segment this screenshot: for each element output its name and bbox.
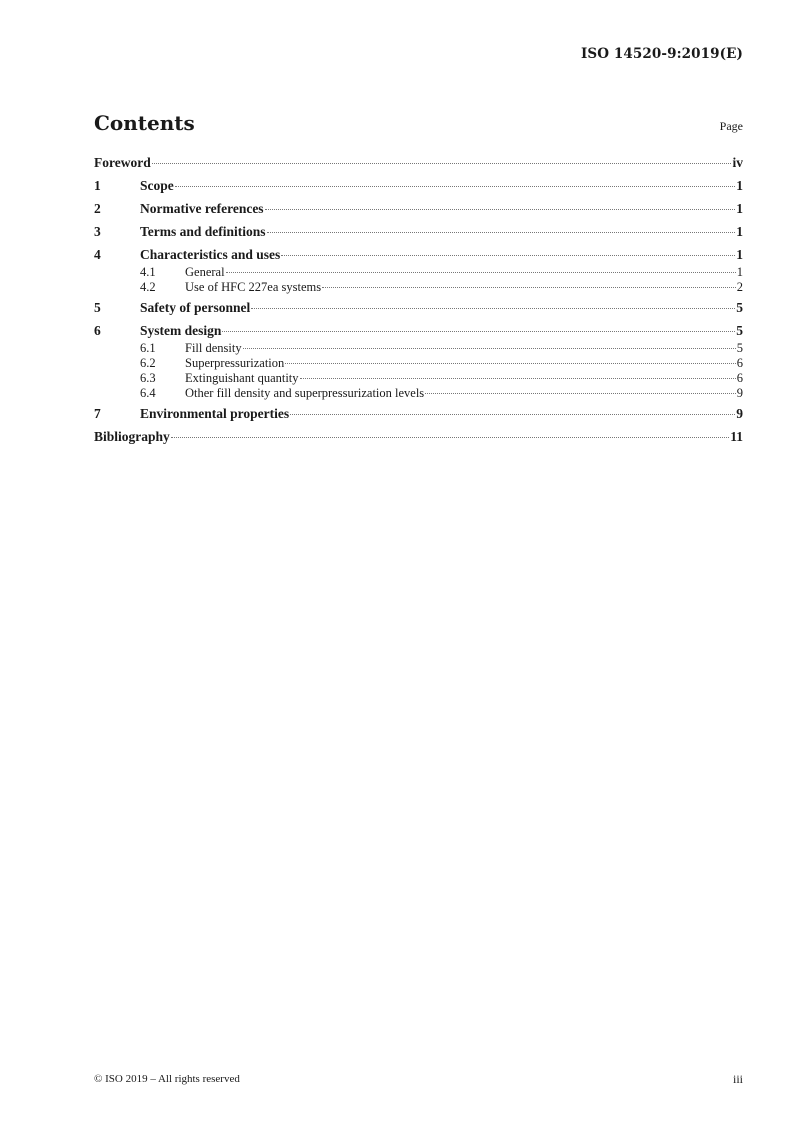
toc-entry-terms-and-definitions[interactable] [94,224,743,242]
dot-leader [300,378,736,379]
toc-entry-page: 6 [736,356,743,370]
toc-entry-title: System design [140,323,222,338]
toc-entry-number: 6 [94,323,101,338]
toc-entry-page: 5 [736,341,743,355]
toc-entry-title: Superpressurization [185,356,285,370]
dot-leader [152,163,732,164]
dot-leader [226,272,736,273]
toc-entry-foreword[interactable] [94,155,743,173]
toc-entry-number: 6.3 [140,371,156,385]
toc-entry-superpressurization[interactable] [94,356,743,370]
toc-entry-system-design[interactable] [94,323,743,341]
page-number: iii [732,1072,743,1086]
toc-entry-fill-density[interactable] [94,341,743,355]
dot-leader [425,393,736,394]
toc-entry-page: 1 [736,201,743,216]
toc-entry-title: Environmental properties [140,406,290,421]
dot-leader [171,437,729,438]
toc-entry-number: 4 [94,247,101,262]
toc-entry-characteristics-and-uses[interactable] [94,247,743,265]
toc-entry-page: 11 [730,429,743,444]
toc-entry-other-fill-density[interactable] [94,386,743,400]
toc-entry-page: 5 [736,300,743,315]
toc-entry-page: 1 [736,224,743,239]
toc-entry-number: 4.1 [140,265,156,279]
contents-heading: Contents [94,111,195,135]
dot-leader [290,414,735,415]
toc-entry-number: 2 [94,201,101,216]
toc-entry-number: 1 [94,178,101,193]
toc-entry-page: 9 [736,406,743,421]
toc-entry-number: 3 [94,224,101,239]
toc-entry-use-of-hfc-227ea-systems[interactable] [94,280,743,294]
dot-leader [222,331,735,332]
dot-leader [265,209,736,210]
copyright-notice: © ISO 2019 – All rights reserved [94,1073,240,1085]
toc-entry-page: 1 [736,178,743,193]
toc-entry-title: Normative references [140,201,264,216]
toc-entry-title: Characteristics and uses [140,247,281,262]
toc-entry-title: Bibliography [94,429,170,444]
toc-entry-title: Foreword [94,155,151,170]
toc-entry-page: 5 [736,323,743,338]
toc-entry-page: 2 [736,280,743,294]
toc-entry-number: 4.2 [140,280,156,294]
toc-entry-normative-references[interactable] [94,201,743,219]
toc-entry-number: 5 [94,300,101,315]
toc-entry-safety-of-personnel[interactable] [94,300,743,318]
dot-leader [251,308,735,309]
toc-entry-title: Fill density [185,341,242,355]
dot-leader [243,348,736,349]
toc-entry-number: 6.2 [140,356,156,370]
toc-entry-number: 7 [94,406,101,421]
toc-entry-title: Extinguishant quantity [185,371,299,385]
toc-entry-title: Terms and definitions [140,224,266,239]
dot-leader [267,232,736,233]
toc-entry-number: 6.4 [140,386,156,400]
toc-entry-title: Safety of personnel [140,300,251,315]
toc-entry-title: Other fill density and superpressurization levels [185,386,425,400]
page-column-label: Page [719,119,743,133]
table-of-contents [94,155,743,447]
toc-entry-general[interactable] [94,265,743,279]
toc-entry-scope[interactable] [94,178,743,196]
document-code: ISO 14520-9:2019(E) [580,46,743,62]
toc-entry-bibliography[interactable] [94,429,743,447]
toc-entry-page: 6 [736,371,743,385]
dot-leader [322,287,736,288]
toc-entry-number: 6.1 [140,341,156,355]
dot-leader [281,255,735,256]
toc-entry-extinguishant-quantity[interactable] [94,371,743,385]
toc-entry-title: Use of HFC 227ea systems [185,280,322,294]
toc-entry-title: Scope [140,178,174,193]
toc-entry-page: 9 [736,386,743,400]
toc-entry-environmental-properties[interactable] [94,406,743,424]
toc-entry-page: 1 [736,265,743,279]
dot-leader [285,363,735,364]
toc-entry-page: iv [732,155,743,170]
toc-entry-title: General [185,265,225,279]
toc-entry-page: 1 [736,247,743,262]
dot-leader [175,186,736,187]
